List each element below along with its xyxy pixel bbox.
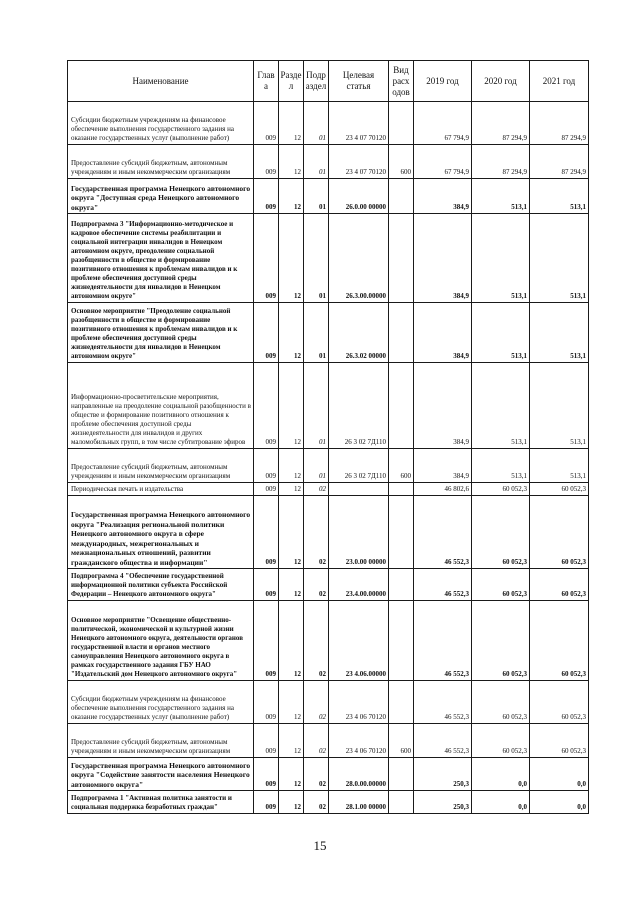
row-2020: 60 052,3 bbox=[472, 681, 530, 724]
row-razdel: 12 bbox=[279, 601, 304, 681]
table-row bbox=[68, 569, 589, 601]
row-2019: 67 794,9 bbox=[414, 145, 472, 179]
row-2019: 384,9 bbox=[414, 303, 472, 363]
row-2019: 384,9 bbox=[414, 179, 472, 214]
row-2019: 46 552,3 bbox=[414, 724, 472, 758]
row-vid bbox=[389, 363, 414, 449]
row-2020: 60 052,3 bbox=[472, 601, 530, 681]
row-target: 26.3.02 00000 bbox=[329, 303, 389, 363]
row-2019: 46 802,6 bbox=[414, 483, 472, 496]
row-2021: 60 052,3 bbox=[530, 681, 589, 724]
row-name: Государственная программа Ненецкого автономного округа "Содействие занятости населения Ненецкого автономного округа" bbox=[68, 758, 254, 791]
header-name: Наименование bbox=[68, 61, 254, 102]
row-vid bbox=[389, 214, 414, 303]
row-vid: 600 bbox=[389, 724, 414, 758]
row-2021: 87 294,9 bbox=[530, 102, 589, 145]
row-target: 23 4 07 70120 bbox=[329, 145, 389, 179]
row-2019: 250,3 bbox=[414, 791, 472, 814]
row-podrazdel: 01 bbox=[304, 214, 329, 303]
row-2020: 513,1 bbox=[472, 449, 530, 483]
row-2021: 60 052,3 bbox=[530, 483, 589, 496]
row-glava: 009 bbox=[254, 363, 279, 449]
table-row bbox=[68, 145, 589, 179]
header-target: Целевая статья bbox=[329, 61, 389, 102]
row-2019: 67 794,9 bbox=[414, 102, 472, 145]
row-glava: 009 bbox=[254, 145, 279, 179]
row-2021: 0,0 bbox=[530, 758, 589, 791]
row-2019: 46 552,3 bbox=[414, 601, 472, 681]
page-number: 15 bbox=[313, 838, 327, 853]
row-2019: 250,3 bbox=[414, 758, 472, 791]
row-name: Подпрограмма 4 "Обеспечение государственной информационной политики субъекта Российской Федерации – Ненецкого автономного округа" bbox=[68, 569, 254, 601]
row-vid bbox=[389, 601, 414, 681]
row-glava: 009 bbox=[254, 214, 279, 303]
row-razdel: 12 bbox=[279, 179, 304, 214]
row-2020: 513,1 bbox=[472, 179, 530, 214]
row-2020: 87 294,9 bbox=[472, 145, 530, 179]
table-row bbox=[68, 496, 589, 569]
row-name: Периодическая печать и издательства bbox=[68, 483, 254, 496]
table-row bbox=[68, 483, 589, 496]
row-vid: 600 bbox=[389, 449, 414, 483]
row-podrazdel: 01 bbox=[304, 102, 329, 145]
row-2021: 60 052,3 bbox=[530, 496, 589, 569]
row-name: Предоставление субсидий бюджетным, автономным учреждениям и иным некоммерческим организациям bbox=[68, 449, 254, 483]
row-target: 23 4.06.00000 bbox=[329, 601, 389, 681]
table-row bbox=[68, 601, 589, 681]
row-2019: 46 552,3 bbox=[414, 681, 472, 724]
row-podrazdel: 01 bbox=[304, 449, 329, 483]
row-2021: 513,1 bbox=[530, 303, 589, 363]
row-vid: 600 bbox=[389, 145, 414, 179]
table-row bbox=[68, 214, 589, 303]
row-2021: 60 052,3 bbox=[530, 569, 589, 601]
row-glava: 009 bbox=[254, 179, 279, 214]
row-podrazdel: 01 bbox=[304, 303, 329, 363]
table-row bbox=[68, 758, 589, 791]
row-name: Субсидии бюджетным учреждениям на финансовое обеспечение выполнения государственного задания на оказание государственных услуг (выполнение работ) bbox=[68, 681, 254, 724]
row-target: 28.0.00.00000 bbox=[329, 758, 389, 791]
row-razdel: 12 bbox=[279, 449, 304, 483]
row-razdel: 12 bbox=[279, 303, 304, 363]
row-target: 23.4.00.00000 bbox=[329, 569, 389, 601]
row-podrazdel: 02 bbox=[304, 724, 329, 758]
row-target bbox=[329, 483, 389, 496]
row-glava: 009 bbox=[254, 483, 279, 496]
row-2020: 87 294,9 bbox=[472, 102, 530, 145]
row-vid bbox=[389, 303, 414, 363]
row-2020: 60 052,3 bbox=[472, 724, 530, 758]
header-2019: 2019 год bbox=[414, 61, 472, 102]
row-razdel: 12 bbox=[279, 791, 304, 814]
row-razdel: 12 bbox=[279, 758, 304, 791]
row-razdel: 12 bbox=[279, 102, 304, 145]
row-razdel: 12 bbox=[279, 363, 304, 449]
row-target: 23.0.00 00000 bbox=[329, 496, 389, 569]
row-podrazdel: 01 bbox=[304, 179, 329, 214]
row-target: 26 3 02 7Д110 bbox=[329, 363, 389, 449]
row-2021: 87 294,9 bbox=[530, 145, 589, 179]
row-name: Подпрограмма 3 "Информационно-методическое и кадровое обеспечение системы реабилитации и социальной интеграции инвалидов в Ненецком автономном округе, преодоление социальной разобщенности в обществе и формирование позитивного отношения к проблемам инвалидов и к проблеме обеспечения доступной среды жизнедеятельности для инвалидов в Ненецком автономном округе" bbox=[68, 214, 254, 303]
row-podrazdel: 02 bbox=[304, 681, 329, 724]
row-name: Основное мероприятие "Преодоление социальной разобщенности в обществе и формирование позитивного отношения к проблемам инвалидов и к проблеме обеспечения доступной среды жизнедеятельности для инвалидов в Ненецком автономном округе" bbox=[68, 303, 254, 363]
row-2021: 60 052,3 bbox=[530, 724, 589, 758]
row-target: 26 3 02 7Д110 bbox=[329, 449, 389, 483]
row-2020: 513,1 bbox=[472, 363, 530, 449]
row-glava: 009 bbox=[254, 102, 279, 145]
row-2019: 384,9 bbox=[414, 449, 472, 483]
row-name: Основное мероприятие "Освещение общественно-политической, экономической и культурной жизни Ненецкого автономного округа, деятельности органов государственной власти и органов местного самоуправления Ненецкого автономного округа в рамках государственного задания ГБУ НАО "Издательский дом Ненецкого автономного округа" bbox=[68, 601, 254, 681]
budget-table bbox=[67, 60, 589, 814]
row-2019: 46 552,3 bbox=[414, 496, 472, 569]
row-2020: 60 052,3 bbox=[472, 483, 530, 496]
row-glava: 009 bbox=[254, 758, 279, 791]
row-2021: 513,1 bbox=[530, 363, 589, 449]
row-glava: 009 bbox=[254, 303, 279, 363]
row-razdel: 12 bbox=[279, 569, 304, 601]
row-2020: 513,1 bbox=[472, 214, 530, 303]
header-2021: 2021 год bbox=[530, 61, 589, 102]
row-podrazdel: 02 bbox=[304, 791, 329, 814]
row-podrazdel: 01 bbox=[304, 145, 329, 179]
row-2020: 60 052,3 bbox=[472, 569, 530, 601]
row-podrazdel: 02 bbox=[304, 569, 329, 601]
row-name: Государственная программа Ненецкого автономного округа "Реализация региональной политики Ненецкого автономного округа в сфере международных, межрегиональных и межнациональных отношений, развитии гражданского общества и информации" bbox=[68, 496, 254, 569]
row-target: 26.3.00.00000 bbox=[329, 214, 389, 303]
row-glava: 009 bbox=[254, 601, 279, 681]
row-podrazdel: 01 bbox=[304, 363, 329, 449]
row-vid bbox=[389, 681, 414, 724]
row-name: Государственная программа Ненецкого автономного округа "Доступная среда Ненецкого автономного округа" bbox=[68, 179, 254, 214]
row-razdel: 12 bbox=[279, 214, 304, 303]
row-razdel: 12 bbox=[279, 145, 304, 179]
row-2020: 60 052,3 bbox=[472, 496, 530, 569]
row-glava: 009 bbox=[254, 724, 279, 758]
row-target: 26.0.00 00000 bbox=[329, 179, 389, 214]
table-row bbox=[68, 179, 589, 214]
row-glava: 009 bbox=[254, 569, 279, 601]
table-row bbox=[68, 681, 589, 724]
row-2021: 513,1 bbox=[530, 214, 589, 303]
row-2020: 513,1 bbox=[472, 303, 530, 363]
row-vid bbox=[389, 483, 414, 496]
row-2021: 0,0 bbox=[530, 791, 589, 814]
row-vid bbox=[389, 569, 414, 601]
row-podrazdel: 02 bbox=[304, 496, 329, 569]
row-podrazdel: 02 bbox=[304, 758, 329, 791]
row-2020: 0,0 bbox=[472, 758, 530, 791]
row-target: 28.1.00 00000 bbox=[329, 791, 389, 814]
header-vid: Вид расх одов bbox=[389, 61, 414, 102]
row-vid bbox=[389, 102, 414, 145]
row-2021: 60 052,3 bbox=[530, 601, 589, 681]
header-row bbox=[68, 61, 589, 102]
row-glava: 009 bbox=[254, 791, 279, 814]
row-name: Информационно-просветительские мероприятия, направленные на преодоление социальной разобщенности в обществе и формирование позитивного отношения к проблеме обеспечения доступной среды жизнедеятельности для инвалидов и других маломобильных групп, в том числе субтитрование эфиров bbox=[68, 363, 254, 449]
row-razdel: 12 bbox=[279, 483, 304, 496]
row-name: Предоставление субсидий бюджетным, автономным учреждениям и иным некоммерческим организациям bbox=[68, 724, 254, 758]
row-target: 23 4 06 70120 bbox=[329, 681, 389, 724]
row-podrazdel: 02 bbox=[304, 483, 329, 496]
row-name: Предоставление субсидий бюджетным, автономным учреждениям и иным некоммерческим организациям bbox=[68, 145, 254, 179]
row-razdel: 12 bbox=[279, 724, 304, 758]
table-row bbox=[68, 449, 589, 483]
row-2021: 513,1 bbox=[530, 449, 589, 483]
row-glava: 009 bbox=[254, 449, 279, 483]
table-row bbox=[68, 791, 589, 814]
row-glava: 009 bbox=[254, 496, 279, 569]
header-2020: 2020 год bbox=[472, 61, 530, 102]
row-razdel: 12 bbox=[279, 681, 304, 724]
row-2021: 513,1 bbox=[530, 179, 589, 214]
table-row bbox=[68, 363, 589, 449]
row-vid bbox=[389, 496, 414, 569]
row-2019: 46 552,3 bbox=[414, 569, 472, 601]
header-podrazdel: Подр аздел bbox=[304, 61, 329, 102]
header-razdel: Разде л bbox=[279, 61, 304, 102]
table-row bbox=[68, 102, 589, 145]
row-vid bbox=[389, 179, 414, 214]
table-row bbox=[68, 724, 589, 758]
row-2019: 384,9 bbox=[414, 363, 472, 449]
row-target: 23 4 07 70120 bbox=[329, 102, 389, 145]
row-vid bbox=[389, 758, 414, 791]
row-target: 23 4 06 70120 bbox=[329, 724, 389, 758]
row-glava: 009 bbox=[254, 681, 279, 724]
row-2019: 384,9 bbox=[414, 214, 472, 303]
row-podrazdel: 02 bbox=[304, 601, 329, 681]
row-2020: 0,0 bbox=[472, 791, 530, 814]
row-name: Субсидии бюджетным учреждениям на финансовое обеспечение выполнения государственного задания на оказание государственных услуг (выполнение работ) bbox=[68, 102, 254, 145]
row-vid bbox=[389, 791, 414, 814]
row-name: Подпрограмма 1 "Активная политика занятости и социальная поддержка безработных граждан" bbox=[68, 791, 254, 814]
row-razdel: 12 bbox=[279, 496, 304, 569]
table-row bbox=[68, 303, 589, 363]
header-glava: Глав а bbox=[254, 61, 279, 102]
